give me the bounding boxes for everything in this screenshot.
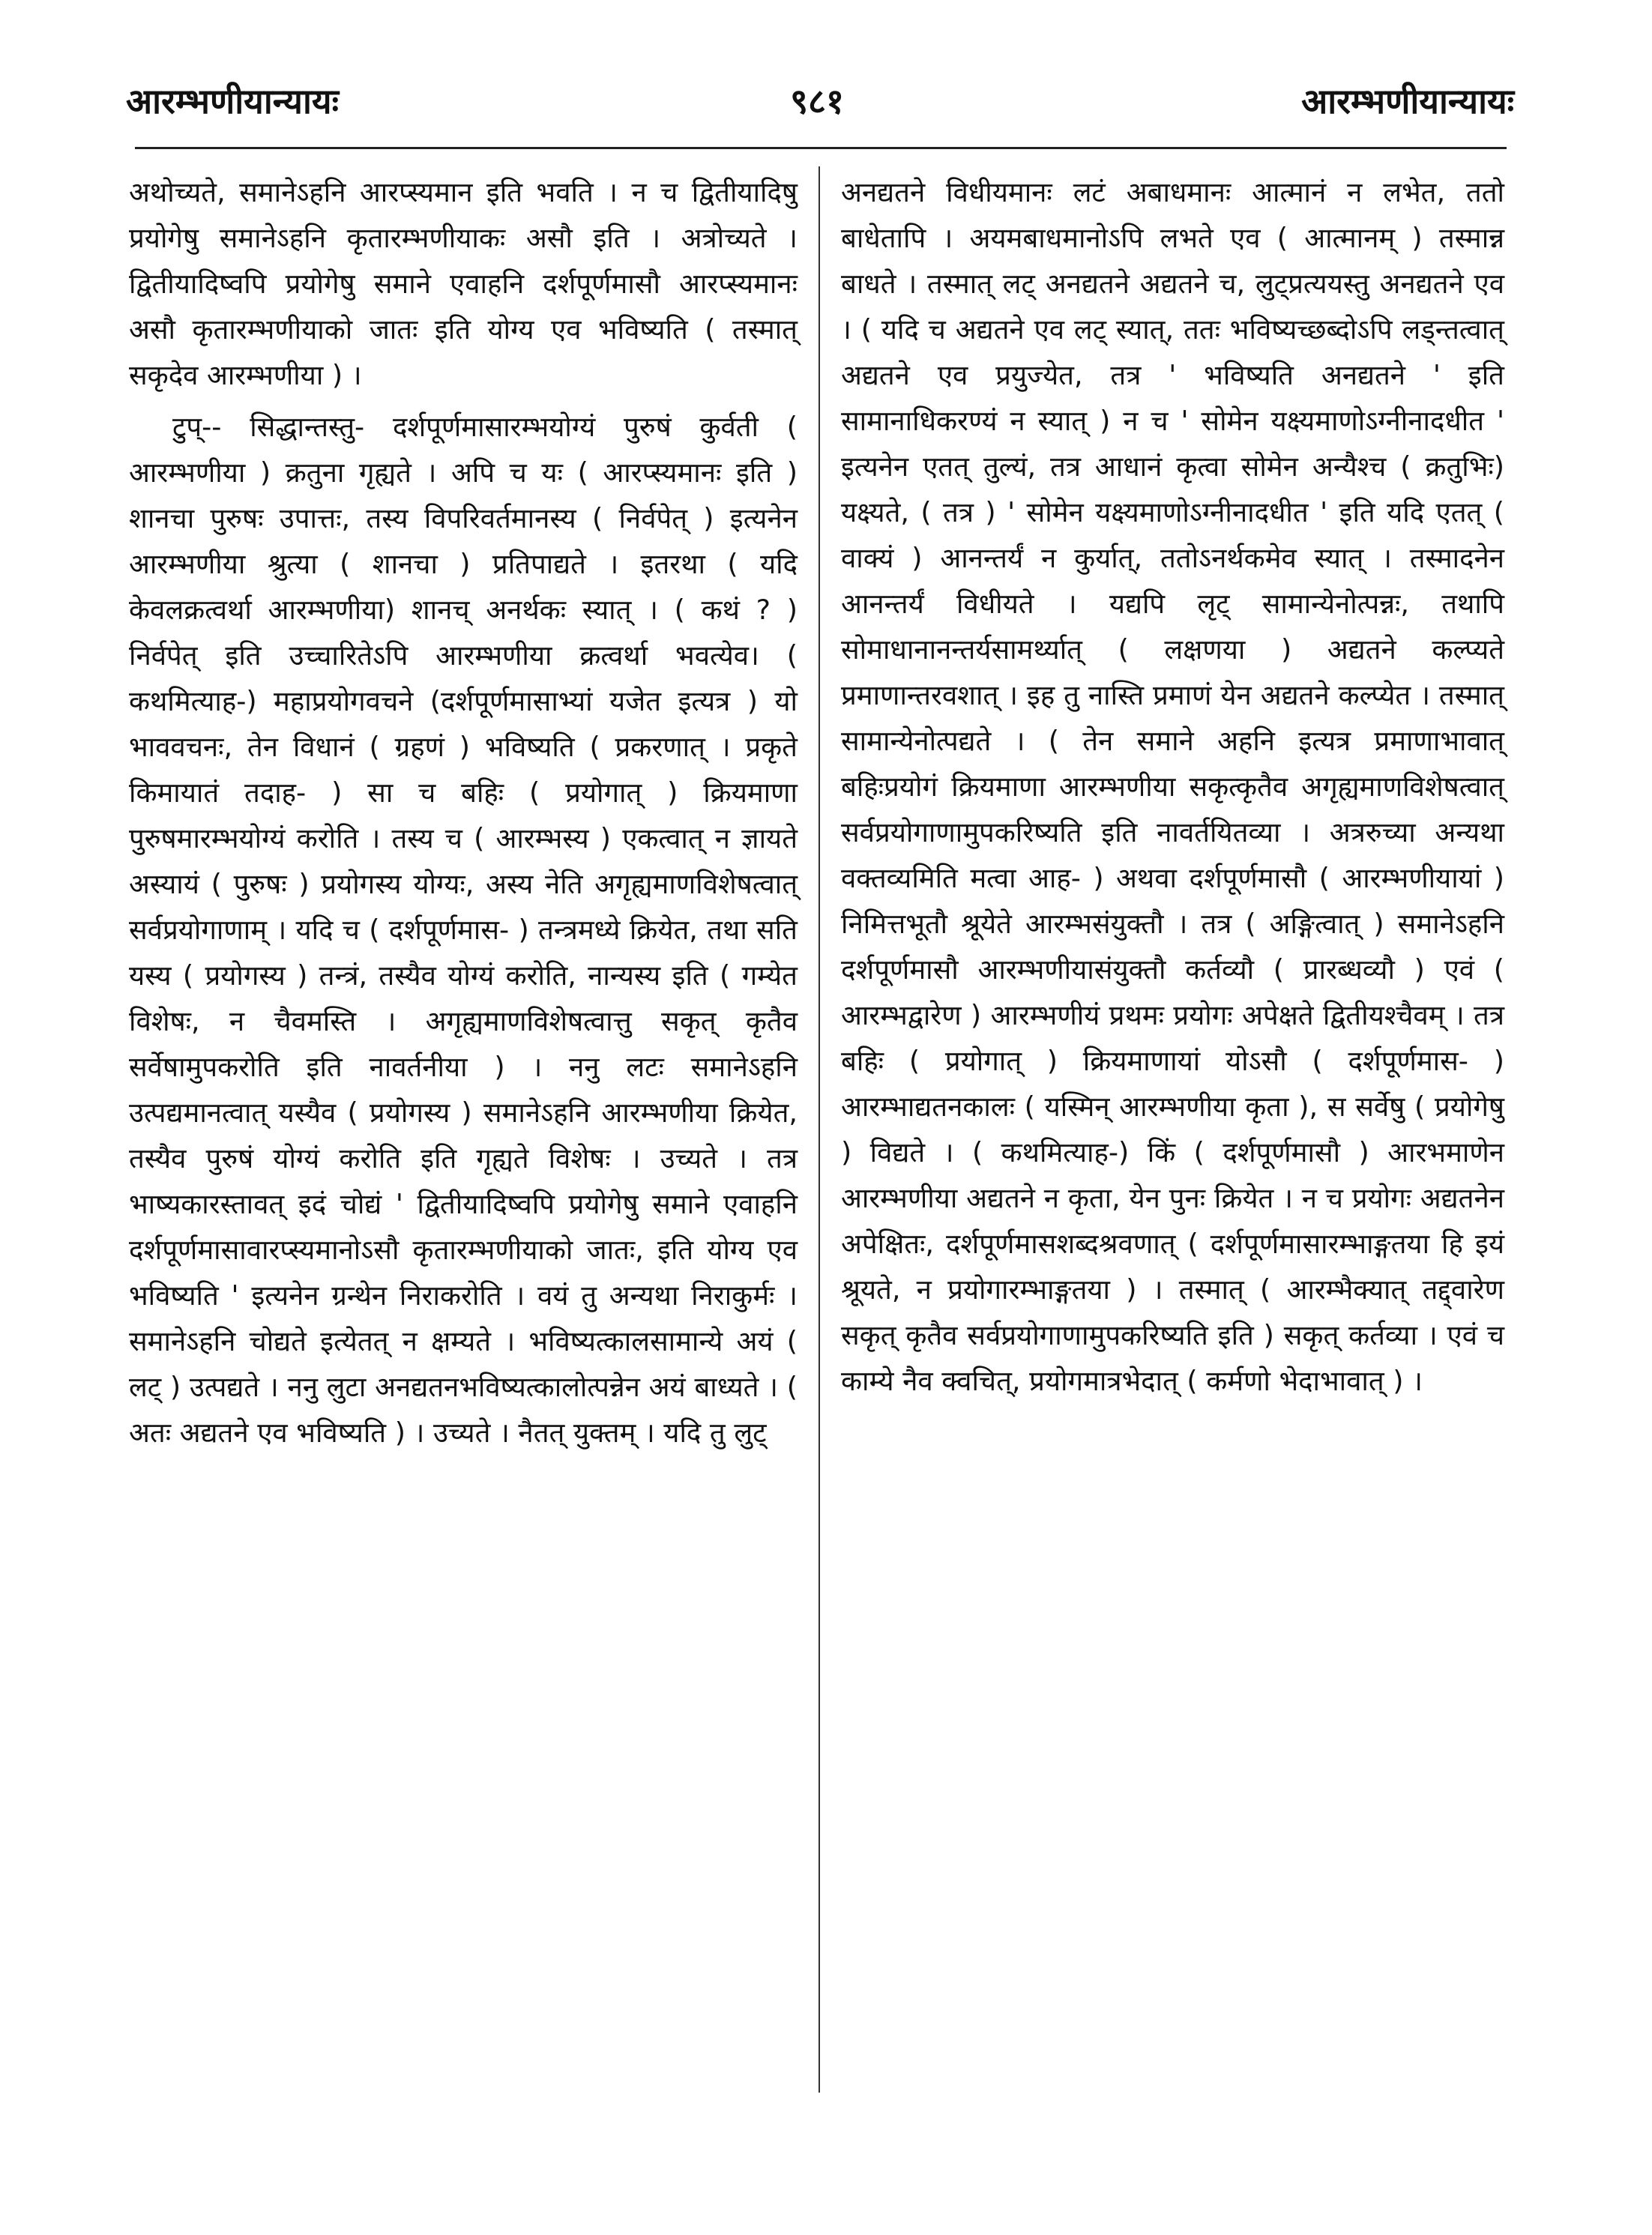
header-left-title: आरम्भणीयान्यायः	[126, 81, 339, 121]
running-header	[112, 75, 1522, 127]
left-paragraph-1: अथोच्यते, समानेऽहनि आरप्स्यमान इति भवति । न च द्वितीयादिषु प्रयोगेषु समानेऽहनि कृतारम्भणीयाकः असौ इति । अत्रोच्यते । द्वितीयादिष्वपि प्रयोगेषु समाने एवाहनि दर्शपूर्णमासौ आरप्स्यमानः असौ कृतारम्भणीयाको जातः इति योग्य एव भविष्यति ( तस्मात् सकृदेव आरम्भणीया ) ।	[129, 176, 798, 391]
header-right-title: आरम्भणीयान्यायः	[1301, 81, 1514, 121]
header-rule	[135, 147, 1507, 149]
left-paragraph-2: टुप्-- सिद्धान्तस्तु- दर्शपूर्णमासारम्भयोग्यं पुरुषं कुर्वती ( आरम्भणीया ) क्रतुना गृह्यते । अपि च यः ( आरप्स्यमानः इति ) शानचा पुरुषः उपात्तः, तस्य विपरिवर्तमानस्य ( निर्वपेत् ) इत्यनेन आरम्भणीया श्रुत्या ( शानचा ) प्रतिपाद्यते । इतरथा ( यदि केवलक्रत्वर्था आरम्भणीया) शानच् अनर्थकः स्यात् । ( कथं ? ) निर्वपेत् इति उच्चारितेऽपि आरम्भणीया क्रत्वर्था भवत्येव। ( कथमित्याह-) महाप्रयोगवचने (दर्शपूर्णमासाभ्यां यजेत इत्यत्र ) यो भाववचनः, तेन विधानं ( ग्रहणं ) भविष्यति ( प्रकरणात् । प्रकृते किमायातं तदाह- ) सा च बहिः ( प्रयोगात् ) क्रियमाणा पुरुषमारम्भयोग्यं करोति । तस्य च ( आरम्भस्य ) एकत्वात् न ज्ञायते अस्यायं ( पुरुषः ) प्रयोगस्य योग्यः, अस्य नेति अगृह्यमाणविशेषत्वात् सर्वप्रयोगाणाम् । यदि च ( दर्शपूर्णमास- ) तन्त्रमध्ये क्रियेत, तथा सति यस्य ( प्रयोगस्य ) तन्त्रं, तस्यैव योग्यं करोति, नान्यस्य इति ( गम्येत विशेषः, न चैवमस्ति । अगृह्यमाणविशेषत्वात्तु सकृत् कृतैव सर्वेषामुपकरोति इति नावर्तनीया ) । ननु लटः समानेऽहनि उत्पद्यमानत्वात् यस्यैव ( प्रयोगस्य ) समानेऽहनि आरम्भणीया क्रियेत, तस्यैव पुरुषं योग्यं करोति इति गृह्यते विशेषः । उच्यते । तत्र भाष्यकारस्तावत् इदं चोद्यं ' द्वितीयादिष्वपि प्रयोगेषु समाने एवाहनि दर्शपूर्णमासावारप्स्यमानोऽसौ कृतारम्भणीयाको जातः, इति योग्य एव भविष्यति ' इत्यनेन ग्रन्थेन निराकरोति । वयं तु अन्यथा निराकुर्मः । समानेऽहनि चोद्यते इत्येतत् न क्षम्यते । भविष्यत्कालसामान्ये अयं ( लट् ) उत्पद्यते । ननु लुटा अनद्यतनभविष्यत्कालोत्पन्नेन अयं बाध्यते । ( अतः अद्यतने एव भविष्यति ) । उच्यते । नैतत् युक्तम् । यदि तु लुट्	[129, 411, 798, 1449]
column-divider	[819, 166, 820, 2093]
right-column	[841, 169, 1504, 1404]
left-column	[129, 169, 798, 1456]
right-paragraph-1: अनद्यतने विधीयमानः लटं अबाधमानः आत्मानं न लभेत, ततो बाधेतापि । अयमबाधमानोऽपि लभते एव ( आत्मानम् ) तस्मान्न बाधते । तस्मात् लट् अनद्यतने अद्यतने च, लुट्प्रत्ययस्तु अनद्यतने एव । ( यदि च अद्यतने एव लट् स्यात्, ततः भविष्यच्छब्दोऽपि लड्न्तत्वात् अद्यतने एव प्रयुज्येत, तत्र ' भविष्यति अनद्यतने ' इति सामानाधिकरण्यं न स्यात् ) न च ' सोमेन यक्ष्यमाणोऽग्नीनादधीत ' इत्यनेन एतत् तुल्यं, तत्र आधानं कृत्वा सोमेन अन्यैश्च ( क्रतुभिः) यक्ष्यते, ( तत्र ) ' सोमेन यक्ष्यमाणोऽग्नीनादधीत ' इति यदि एतत् ( वाक्यं ) आनन्तर्यं न कुर्यात्, ततोऽनर्थकमेव स्यात् । तस्मादनेन आनन्तर्यं विधीयते । यद्यपि लृट् सामान्येनोत्पन्नः, तथापि सोमाधानानन्तर्यसामर्थ्यात् ( लक्षणया ) अद्यतने कल्प्यते प्रमाणान्तरवशात् । इह तु नास्ति प्रमाणं येन अद्यतने कल्प्येत । तस्मात् सामान्येनोत्पद्यते । ( तेन समाने अहनि इत्यत्र प्रमाणाभावात् बहिःप्रयोगं क्रियमाणा आरम्भणीया सकृत्कृतैव अगृह्यमाणविशेषत्वात् सर्वप्रयोगाणामुपकरिष्यति इति नावर्तयितव्या । अत्ररुच्या अन्यथा वक्तव्यमिति मत्वा आह- ) अथवा दर्शपूर्णमासौ ( आरम्भणीयायां ) निमित्तभूतौ श्रूयेते आरम्भसंयुक्तौ । तत्र ( अङ्गित्वात् ) समानेऽहनि दर्शपूर्णमासौ आरम्भणीयासंयुक्तौ कर्तव्यौ ( प्रारब्धव्यौ ) एवं ( आरम्भद्वारेण ) आरम्भणीयं प्रथमः प्रयोगः अपेक्षते द्वितीयश्चैवम् । तत्र बहिः ( प्रयोगात् ) क्रियमाणायां योऽसौ ( दर्शपूर्णमास- ) आरम्भाद्यतनकालः ( यस्मिन् आरम्भणीया कृता ), स सर्वेषु ( प्रयोगेषु ) विद्यते । ( कथमित्याह-) किं ( दर्शपूर्णमासौ ) आरभमाणेन आरम्भणीया अद्यतने न कृता, येन पुनः क्रियेत । न च प्रयोगः अद्यतनेन अपेक्षितः, दर्शपूर्णमासशब्दश्रवणात् ( दर्शपूर्णमासारम्भाङ्गतया हि इयं श्रूयते, न प्रयोगारम्भाङ्गतया ) । तस्मात् ( आरम्भैक्यात् तद्द्वारेण सकृत् कृतैव सर्वप्रयोगाणामुपकरिष्यति इति ) सकृत् कर्तव्या । एवं च काम्ये नैव क्वचित्, प्रयोगमात्रभेदात् ( कर्मणो भेदाभावात् ) ।	[841, 176, 1504, 1397]
page-number: ९८१	[790, 81, 844, 121]
